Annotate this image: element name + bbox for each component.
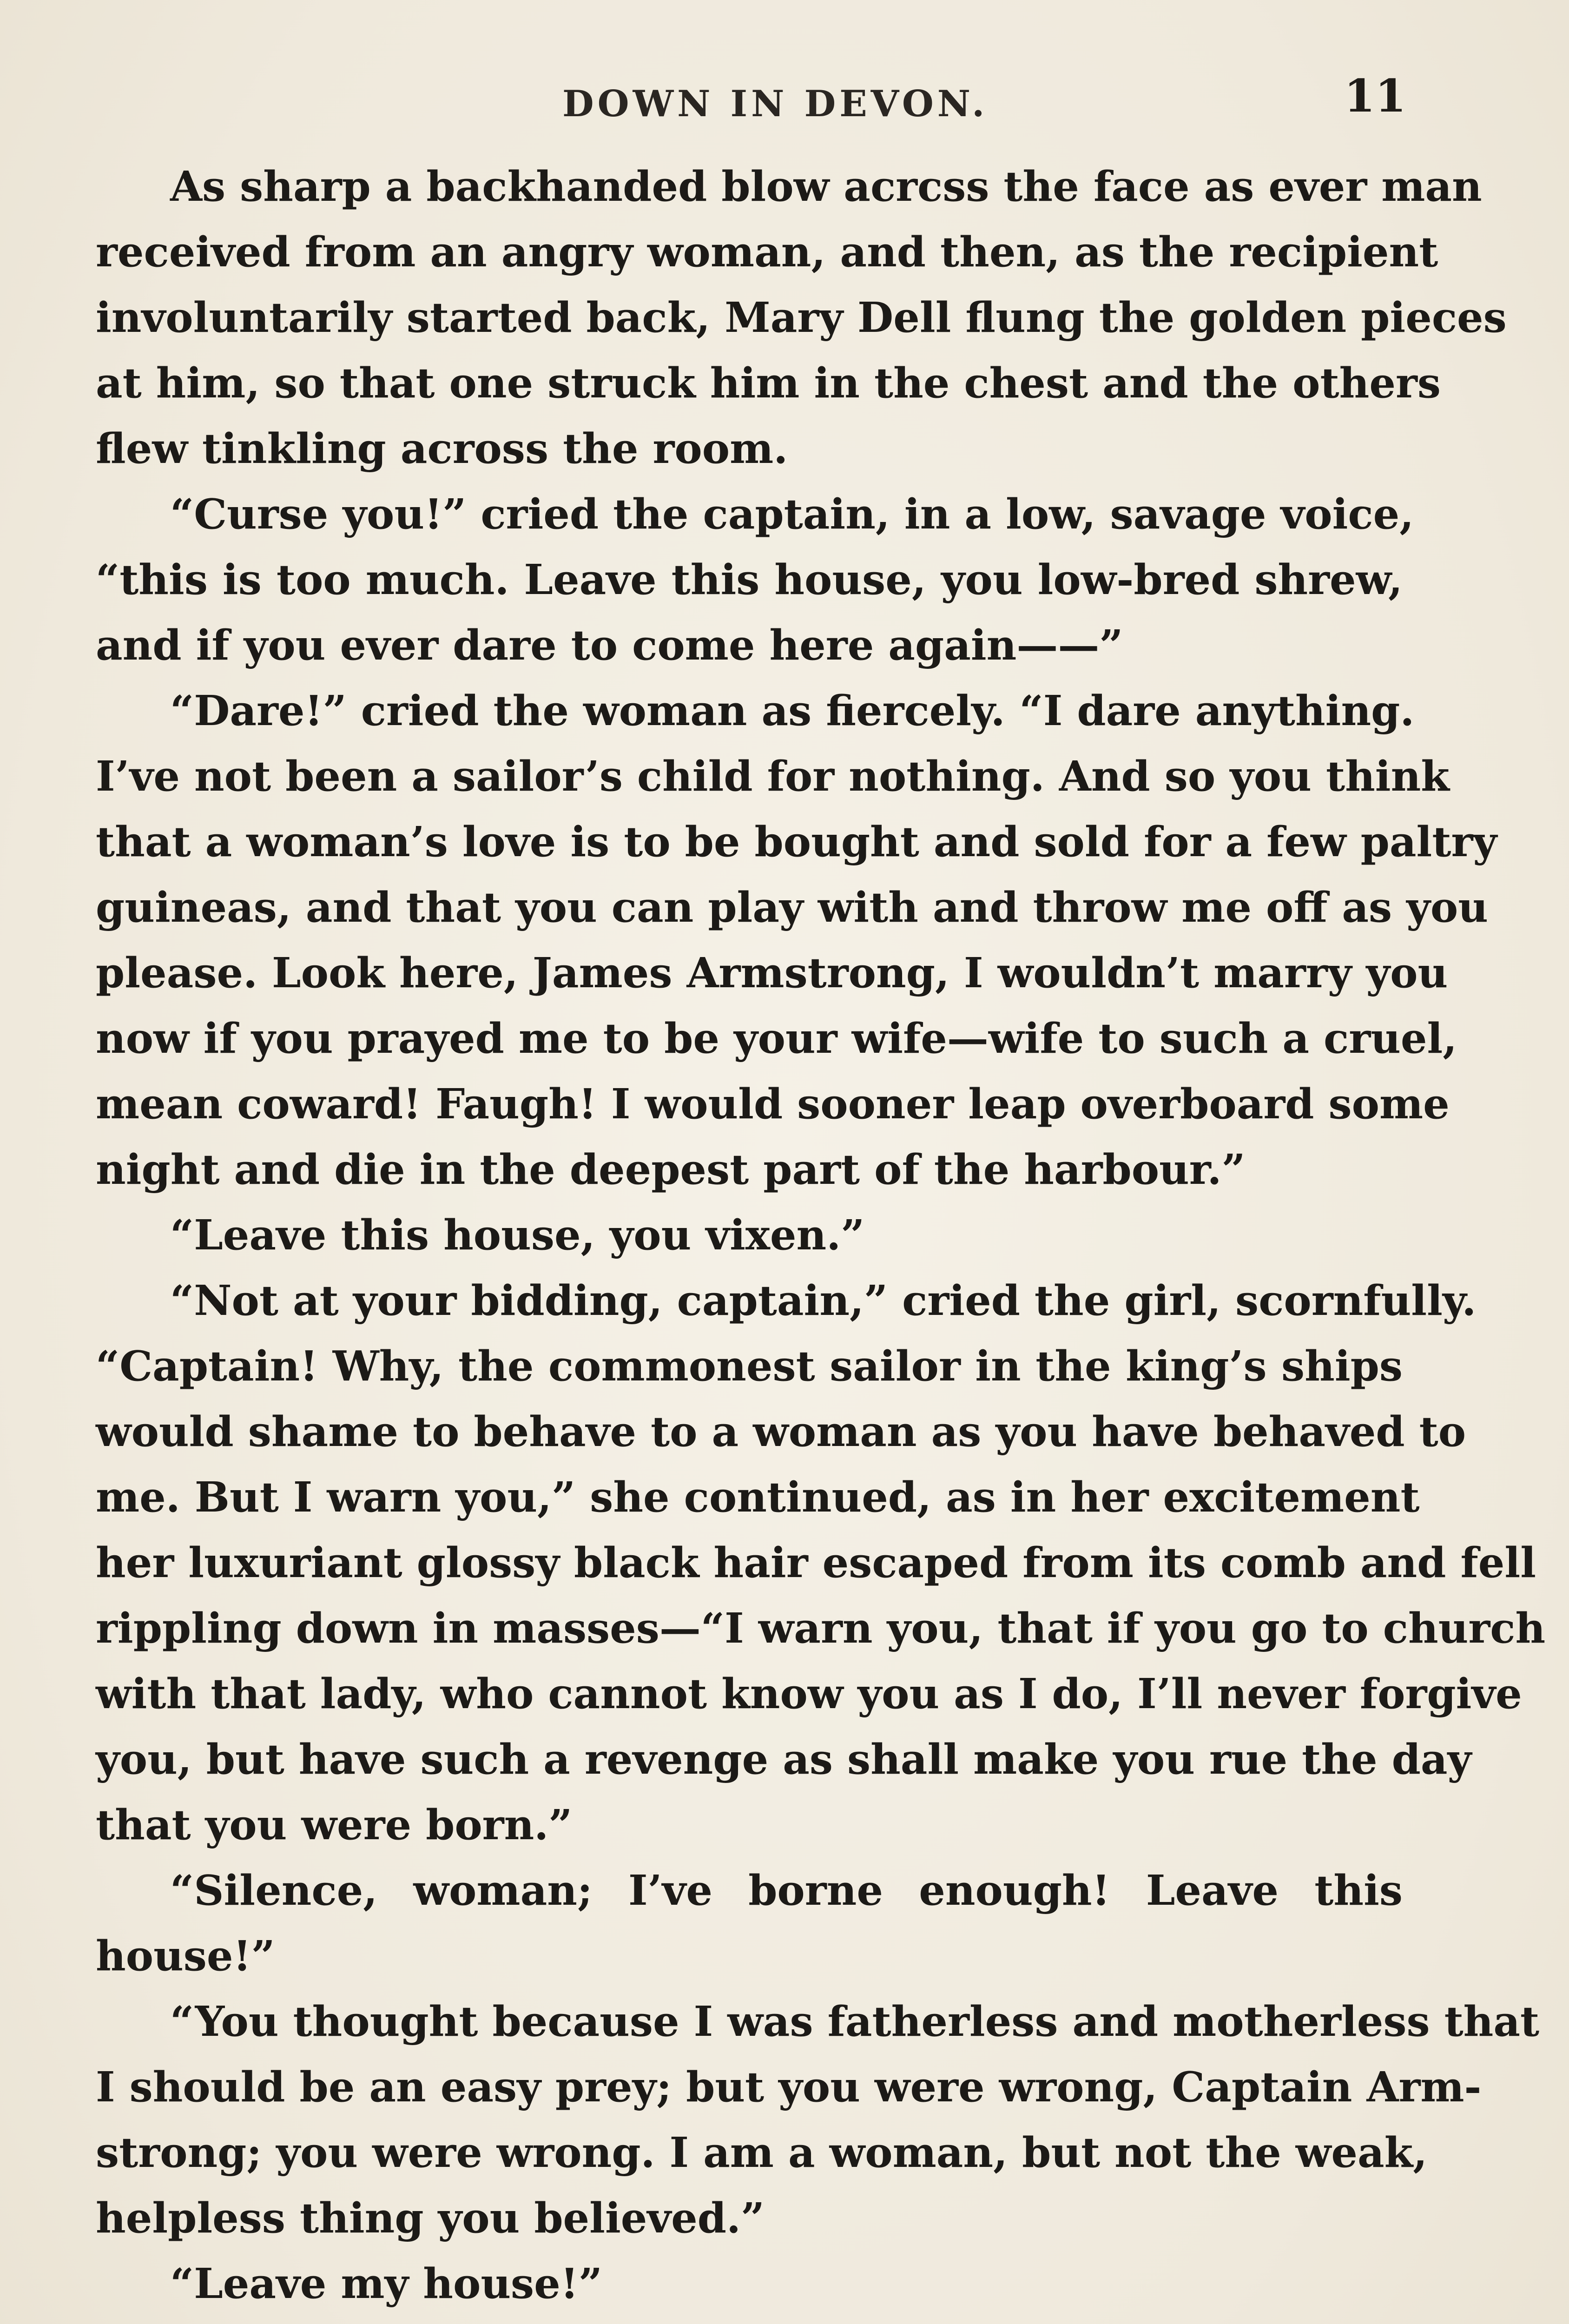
text-line: involuntarily started back, Mary Dell flung the golden pieces bbox=[96, 293, 1507, 342]
text-line: I should be an easy prey; but you were wrong, Captain Arm- bbox=[96, 2062, 1482, 2111]
text-line: me. But I warn you,” she continued, as in her excitement bbox=[96, 1472, 1420, 1521]
text-line: rippling down in masses—“I warn you, that if you go to church bbox=[96, 1604, 1546, 1652]
text-line: “Dare!” cried the woman as fiercely. “I dare anything. bbox=[170, 686, 1415, 735]
text-line: received from an angry woman, and then, as the recipient bbox=[96, 227, 1438, 276]
text-line: mean coward! Faugh! I would sooner leap overboard some bbox=[96, 1079, 1450, 1128]
text-line: “Not at your bidding, captain,” cried the girl, scornfully. bbox=[170, 1276, 1477, 1325]
text-line: “Captain! Why, the commonest sailor in the king’s ships bbox=[96, 1341, 1403, 1390]
text-line: flew tinkling across the room. bbox=[96, 424, 788, 473]
text-line: “Leave my house!” bbox=[170, 2259, 603, 2308]
text-line: would shame to behave to a woman as you have behaved to bbox=[96, 1407, 1466, 1456]
text-line: that a woman’s love is to be bought and sold for a few paltry bbox=[96, 817, 1497, 866]
text-line: “Silence, woman; I’ve borne enough! Leave this bbox=[170, 1866, 1403, 1915]
text-line: house!” bbox=[96, 1931, 275, 1980]
text-line: As sharp a backhanded blow acrcss the face as ever man bbox=[170, 162, 1482, 211]
text-line: her luxuriant glossy black hair escaped from its comb and fell bbox=[96, 1538, 1536, 1587]
text-line: “this is too much. Leave this house, you low-bred shrew, bbox=[96, 555, 1403, 604]
text-line: helpless thing you believed.” bbox=[96, 2193, 765, 2242]
text-line: “Leave this house, you vixen.” bbox=[170, 1210, 865, 1259]
text-line: that you were born.” bbox=[96, 1800, 573, 1849]
text-line: you, but have such a revenge as shall make you rue the day bbox=[96, 1735, 1472, 1783]
text-line: at him, so that one struck him in the chest and the others bbox=[96, 358, 1441, 407]
page-number: 11 bbox=[1344, 70, 1406, 122]
text-line: and if you ever dare to come here again——” bbox=[96, 621, 1123, 669]
text-line: guineas, and that you can play with and throw me off as you bbox=[96, 883, 1488, 931]
body-text bbox=[96, 153, 1546, 2316]
text-line: “Curse you!” cried the captain, in a low, savage voice, bbox=[170, 489, 1414, 538]
text-line: night and die in the deepest part of the harbour.” bbox=[96, 1145, 1246, 1194]
text-line: strong; you were wrong. I am a woman, but not the weak, bbox=[96, 2128, 1428, 2177]
text-line: please. Look here, James Armstrong, I wouldn’t marry you bbox=[96, 948, 1448, 997]
text-line: now if you prayed me to be your wife—wife to such a cruel, bbox=[96, 1014, 1457, 1063]
text-line: I’ve not been a sailor’s child for nothing. And so you think bbox=[96, 752, 1450, 800]
text-line: “You thought because I was fatherless and motherless that bbox=[170, 1997, 1540, 2046]
running-head: DOWN IN DEVON. bbox=[562, 83, 989, 125]
text-line: with that lady, who cannot know you as I do, I’ll never forgive bbox=[96, 1669, 1522, 1718]
